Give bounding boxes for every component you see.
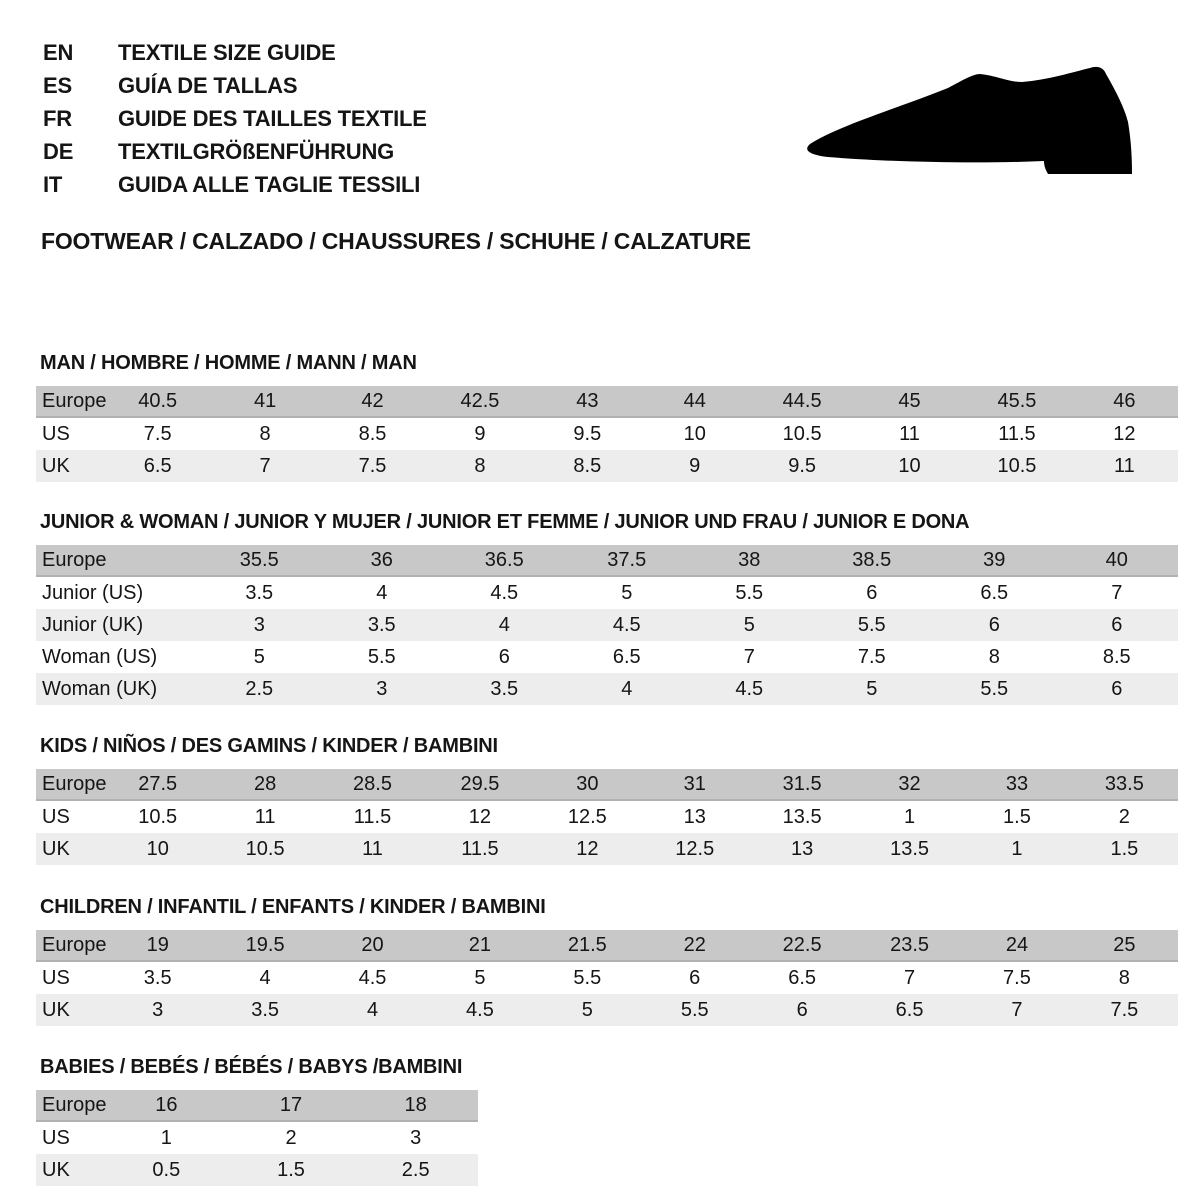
size-value: 33.5: [1104, 772, 1144, 795]
size-value: 12: [1113, 422, 1136, 445]
size-table-row-junior-us: [36, 577, 1178, 609]
size-value: 18: [404, 1093, 427, 1116]
size-value: 5: [743, 613, 755, 636]
size-value: 28: [253, 772, 277, 795]
size-table-row-uk: [36, 994, 1178, 1026]
lang-title: TEXTILE SIZE GUIDE: [118, 39, 336, 65]
size-table-row-europe: [36, 1090, 478, 1122]
size-value: 8.5: [1102, 645, 1131, 668]
size-value: 36.5: [484, 548, 524, 571]
size-value: 6: [1111, 677, 1123, 700]
row-label: US: [42, 805, 70, 828]
size-value: 11: [1113, 454, 1135, 477]
size-value: 10: [683, 422, 706, 445]
dress-shoe-icon: [798, 60, 1143, 182]
size-value: 28.5: [353, 772, 392, 795]
size-value: 40: [1105, 548, 1128, 571]
size-table-row-us: [36, 418, 1178, 450]
size-value: 3.5: [490, 677, 519, 700]
size-value: 4: [376, 581, 388, 604]
size-table-row-junior-uk: [36, 609, 1178, 641]
section-babies: [36, 1057, 1178, 1186]
babies-size-table: [36, 1090, 478, 1186]
row-label: UK: [42, 998, 70, 1021]
lang-code: EN: [43, 39, 74, 65]
size-value: 8: [474, 454, 486, 477]
size-table-row-us: [36, 801, 1178, 833]
size-value: 5: [253, 645, 265, 668]
size-value: 4.5: [735, 677, 764, 700]
size-value: 6.5: [143, 454, 172, 477]
size-value: 12: [468, 805, 492, 828]
size-value: 11: [362, 837, 383, 860]
section-children: [36, 897, 1178, 1026]
size-value: 7.5: [1110, 998, 1139, 1021]
row-label: US: [42, 422, 70, 445]
size-value: 1: [160, 1126, 172, 1149]
size-value: 11.5: [998, 422, 1036, 445]
size-value: 25: [1113, 933, 1136, 956]
size-value: 6: [866, 581, 878, 604]
row-label: Europe: [42, 1093, 107, 1116]
size-value: 6: [689, 966, 701, 989]
size-value: 2.5: [401, 1158, 430, 1181]
size-value: 6.5: [612, 645, 641, 668]
junior-woman-section-title: JUNIOR & WOMAN / JUNIOR Y MUJER / JUNIOR ET FEMME / JUNIOR UND FRAU / JUNIOR E DONA: [40, 511, 970, 533]
row-label: Woman (US): [42, 645, 158, 668]
size-value: 45: [898, 389, 921, 412]
row-label: US: [42, 966, 70, 989]
size-value: 36: [370, 548, 393, 571]
size-value: 7.5: [1003, 966, 1031, 989]
size-value: 19: [146, 933, 169, 956]
size-value: 4: [498, 613, 510, 636]
size-value: 6: [796, 998, 808, 1021]
size-value: 11: [254, 805, 276, 828]
junior-woman-size-table: [36, 545, 1178, 705]
lang-title: GUÍA DE TALLAS: [118, 72, 298, 98]
size-value: 1.5: [1003, 805, 1031, 828]
size-value: 23.5: [890, 933, 930, 956]
size-value: 5: [474, 966, 486, 989]
children-section-title: CHILDREN / INFANTIL / ENFANTS / KINDER / BAMBINI: [40, 896, 546, 918]
size-value: 4.5: [490, 581, 519, 604]
size-value: 3.5: [251, 998, 280, 1021]
size-value: 7.5: [143, 422, 172, 445]
size-value: 4.5: [466, 998, 494, 1021]
section-kids: [36, 736, 1178, 865]
size-value: 1: [1011, 837, 1023, 860]
size-value: 5.5: [735, 581, 764, 604]
size-value: 29.5: [460, 772, 500, 795]
children-size-table: [36, 930, 1178, 1026]
size-value: 35.5: [239, 548, 279, 571]
size-value: 9: [474, 422, 486, 445]
size-value: 44.5: [782, 389, 822, 412]
size-value: 3.5: [143, 966, 172, 989]
size-value: 8: [988, 645, 1000, 668]
size-value: 30: [576, 772, 599, 795]
size-value: 13: [683, 805, 706, 828]
size-value: 3.5: [245, 581, 274, 604]
row-label: UK: [42, 454, 70, 477]
size-value: 6.5: [980, 581, 1009, 604]
size-value: 7.5: [857, 645, 886, 668]
kids-size-table: [36, 769, 1178, 865]
size-table-row-us: [36, 1122, 478, 1154]
size-value: 44: [683, 389, 706, 412]
size-value: 1.5: [277, 1158, 305, 1181]
size-value: 7: [259, 454, 271, 477]
size-value: 21.5: [567, 933, 607, 956]
size-value: 9.5: [573, 422, 602, 445]
size-value: 9: [689, 454, 701, 477]
size-value: 13.5: [782, 805, 822, 828]
size-value: 7: [1111, 581, 1123, 604]
size-value: 8.5: [358, 422, 387, 445]
size-value: 13: [791, 837, 814, 860]
lang-code: IT: [43, 171, 63, 197]
size-table-row-europe: [36, 769, 1178, 801]
size-value: 6: [498, 645, 510, 668]
category-title: FOOTWEAR / CALZADO / CHAUSSURES / SCHUHE / CALZATURE: [41, 228, 751, 254]
size-table-row-woman-uk: [36, 673, 1178, 705]
size-table-row-us: [36, 962, 1178, 994]
size-value: 3.5: [367, 613, 396, 636]
size-value: 4.5: [358, 966, 387, 989]
size-table-row-europe: [36, 386, 1178, 418]
size-value: 5.5: [680, 998, 709, 1021]
size-value: 5.5: [573, 966, 602, 989]
kids-section-title: KIDS / NIÑOS / DES GAMINS / KINDER / BAMBINI: [40, 735, 498, 757]
row-label: UK: [42, 837, 70, 860]
size-value: 3: [152, 998, 164, 1021]
size-value: 16: [155, 1093, 178, 1116]
lang-title: GUIDE DES TAILLES TEXTILE: [118, 105, 427, 131]
lang-code: DE: [43, 138, 74, 164]
row-label: Woman (UK): [42, 677, 158, 700]
lang-code: ES: [43, 72, 72, 98]
size-value: 39: [983, 548, 1006, 571]
lang-code: FR: [43, 105, 72, 131]
size-value: 11.5: [461, 837, 499, 860]
size-value: 32: [898, 772, 921, 795]
size-value: 27.5: [138, 772, 178, 795]
size-value: 21: [468, 933, 492, 956]
row-label: US: [42, 1126, 70, 1149]
man-size-table: [36, 386, 1178, 482]
size-value: 10.5: [245, 837, 285, 860]
size-table-row-uk: [36, 833, 1178, 865]
size-value: 37.5: [607, 548, 647, 571]
size-value: 46: [1113, 389, 1136, 412]
row-label: Junior (US): [42, 581, 144, 604]
size-value: 17: [279, 1093, 303, 1116]
size-value: 2.5: [245, 677, 274, 700]
size-value: 4.5: [612, 613, 641, 636]
size-value: 33: [1005, 772, 1029, 795]
size-value: 10.5: [138, 805, 178, 828]
size-value: 5: [621, 581, 633, 604]
size-value: 38: [738, 548, 761, 571]
size-value: 4: [366, 998, 379, 1021]
size-value: 4: [621, 677, 633, 700]
row-label: UK: [42, 1158, 70, 1181]
size-value: 7: [743, 645, 755, 668]
lang-title: TEXTILGRÖßENFÜHRUNG: [118, 138, 395, 164]
row-label: Junior (UK): [42, 613, 144, 636]
size-value: 5.5: [857, 613, 886, 636]
size-value: 3: [410, 1126, 422, 1149]
section-man: [36, 353, 1178, 482]
size-value: 11: [899, 422, 920, 445]
size-table-row-uk: [36, 450, 1178, 482]
size-table-row-uk: [36, 1154, 478, 1186]
size-value: 5.5: [980, 677, 1009, 700]
size-value: 5: [866, 677, 878, 700]
row-label: Europe: [42, 772, 107, 795]
size-value: 2: [1118, 805, 1130, 828]
size-value: 7.5: [358, 454, 387, 477]
size-value: 10.5: [782, 422, 822, 445]
size-value: 7: [1011, 998, 1023, 1021]
size-table-row-europe: [36, 545, 1178, 577]
size-value: 10.5: [997, 454, 1037, 477]
size-value: 43: [576, 389, 599, 412]
row-label: Europe: [42, 933, 107, 956]
size-value: 19.5: [245, 933, 285, 956]
size-value: 0.5: [152, 1158, 181, 1181]
man-section-title: MAN / HOMBRE / HOMME / MANN / MAN: [40, 352, 417, 374]
size-value: 6: [988, 613, 1000, 636]
size-value: 1.5: [1110, 837, 1139, 860]
row-label: Europe: [42, 389, 107, 412]
size-value: 42: [361, 389, 384, 412]
size-value: 22.5: [782, 933, 822, 956]
size-value: 3: [253, 613, 265, 636]
size-value: 2: [285, 1126, 297, 1149]
size-value: 7: [903, 966, 916, 989]
size-value: 5: [581, 998, 593, 1021]
size-value: 6.5: [788, 966, 817, 989]
size-value: 40.5: [138, 389, 178, 412]
size-table-row-woman-us: [36, 641, 1178, 673]
size-value: 20: [361, 933, 384, 956]
size-value: 12.5: [567, 805, 607, 828]
size-value: 24: [1005, 933, 1029, 956]
size-value: 8.5: [573, 454, 602, 477]
size-value: 5.5: [367, 645, 396, 668]
size-value: 12.5: [675, 837, 715, 860]
size-value: 31.5: [782, 772, 822, 795]
size-value: 8: [1118, 966, 1130, 989]
size-table-row-europe: [36, 930, 1178, 962]
size-value: 9.5: [788, 454, 817, 477]
size-value: 12: [576, 837, 599, 860]
size-value: 41: [253, 389, 277, 412]
size-value: 42.5: [460, 389, 500, 412]
size-value: 3: [376, 677, 388, 700]
size-value: 10: [146, 837, 169, 860]
size-value: 10: [898, 454, 921, 477]
size-value: 45.5: [997, 389, 1037, 412]
row-label: Europe: [42, 548, 107, 571]
size-value: 4: [259, 966, 271, 989]
babies-section-title: BABIES / BEBÉS / BÉBÉS / BABYS /BAMBINI: [40, 1056, 463, 1078]
size-value: 38.5: [852, 548, 892, 571]
lang-title: GUIDA ALLE TAGLIE TESSILI: [118, 171, 421, 197]
size-value: 22: [683, 933, 706, 956]
size-value: 13.5: [890, 837, 930, 860]
size-value: 11.5: [353, 805, 392, 828]
size-value: 6: [1111, 613, 1123, 636]
size-value: 8: [259, 422, 271, 445]
size-value: 31: [683, 772, 706, 795]
size-value: 6.5: [895, 998, 924, 1021]
section-junior-woman: [36, 512, 1178, 705]
size-value: 1: [903, 805, 916, 828]
